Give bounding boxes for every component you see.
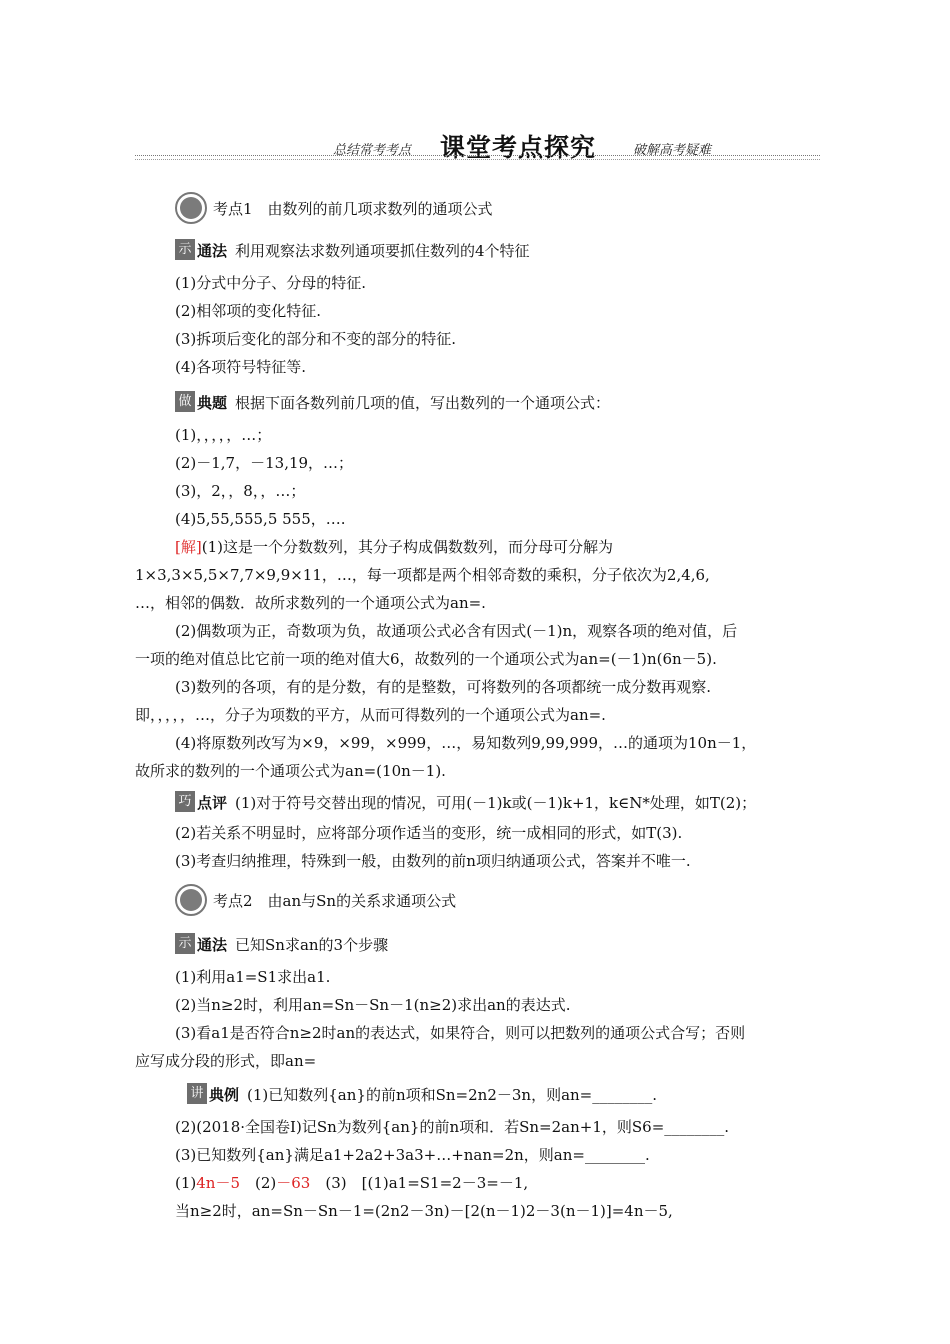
method-2-line: (3)看a1是否符合n≥2时an的表达式，如果符合，则可以把数列的通项公式合写；否则 (175, 1024, 746, 1042)
circle-bullet-icon (175, 884, 207, 916)
lecture-line: (2)(2018·全国卷Ⅰ)记Sn为数列{an}的前n项和．若Sn=2an+1，则S6=________. (175, 1118, 730, 1136)
section-header (135, 126, 820, 160)
review-line: (2)若关系不明显时，应将部分项作适当的变形，统一成相同的形式，如T(3). (175, 824, 683, 842)
header-title: 课堂考点探究 (440, 133, 597, 162)
example-1-item: (3)，2，，8，，…； (175, 482, 306, 500)
solution-line: (2)偶数项为正，奇数项为负，故通项公式必含有因式(－1)n，观察各项的绝对值，后 (175, 622, 738, 640)
example-1-item: (1)，，，，，…； (175, 426, 272, 444)
method-1-item: (2)相邻项的变化特征. (175, 302, 322, 320)
answer-num: (1) (175, 1174, 197, 1192)
header-divider (135, 155, 820, 156)
solution-line: (3)数列的各项，有的是分数，有的是整数，可将数列的各项都统一成分数再观察. (175, 678, 712, 696)
example-1-item: (4)5,55,555,5 555，…. (175, 510, 346, 528)
kaodian-2-title: 考点2 由an与Sn的关系求通项公式 (213, 892, 457, 910)
review-tag (175, 793, 227, 813)
solution-line (175, 537, 613, 557)
example-1-text: 根据下面各数列前几项的值，写出数列的一个通项公式： (235, 394, 611, 412)
review-line: (3)考查归纳推理，特殊到一般，由数列的前n项归纳通项公式，答案并不唯一. (175, 852, 691, 870)
header-right-caption: 破解高考疑难 (633, 143, 712, 158)
example-1-item: (2)－1,7，－13,19，…； (175, 454, 354, 472)
solution-line: 即，，，，，…，分子为项数的平方，从而可得数列的一个通项公式为an=. (135, 706, 606, 724)
circle-bullet-icon (175, 192, 207, 224)
review-line (175, 793, 756, 813)
method-2-text: 已知Sn求an的3个步骤 (235, 936, 389, 954)
lecture-text: (1)已知数列{an}的前n项和Sn=2n2－3n，则an=________. (247, 1086, 658, 1104)
lecture-tag (187, 1085, 239, 1105)
jiang-badge-icon: 讲 (187, 1083, 207, 1104)
method-tag (175, 935, 227, 955)
method-tag (175, 241, 227, 261)
method-1-item: (1)分式中分子、分母的特征. (175, 274, 367, 292)
solution-line: 一项的绝对值总比它前一项的绝对值大6，故数列的一个通项公式为an=(－1)n(6n－5). (135, 650, 717, 668)
solution-line: 1×3,3×5,5×7,7×9,9×11，…，每一项都是两个相邻奇数的乘积，分子依次为2,4,6, (135, 566, 710, 584)
example-tag-label: 典题 (197, 394, 228, 412)
shi-badge-icon: 示 (175, 239, 195, 260)
method-1 (175, 241, 530, 261)
qiao-badge-icon: 巧 (175, 791, 195, 812)
review-text: (1)对于符号交替出现的情况，可用(－1)k或(－1)k+1，k∈N*处理，如T(2)； (235, 794, 757, 812)
solution-line: …，相邻的偶数．故所求数列的一个通项公式为an=. (135, 594, 486, 612)
solution-label: [解] (175, 538, 202, 556)
method-1-item: (4)各项符号特征等. (175, 358, 307, 376)
method-2-line: 应写成分段的形式，即an= (135, 1052, 317, 1070)
solution-line: 故所求的数列的一个通项公式为an=(10n－1). (135, 762, 446, 780)
header-left-caption: 总结常考考点 (333, 143, 412, 158)
solution-text: (1)这是一个分数数列，其分子构成偶数数列，而分母可分解为 (201, 538, 613, 556)
lecture-tag-label: 典例 (209, 1086, 240, 1104)
kaodian-1-title: 考点1 由数列的前几项求数列的通项公式 (213, 200, 493, 218)
method-2-line: (2)当n≥2时，利用an=Sn－Sn－1(n≥2)求出an的表达式. (175, 996, 571, 1014)
method-2 (175, 935, 388, 955)
answer-num: (2) (255, 1174, 277, 1192)
method-tag-label: 通法 (197, 242, 228, 260)
header-divider-2 (135, 159, 820, 160)
answer-value: －63 (276, 1174, 311, 1192)
method-1-item: (3)拆项后变化的部分和不变的部分的特征. (175, 330, 457, 348)
shi-badge-icon: 示 (175, 933, 195, 954)
solution-line: (4)将原数列改写为×9，×99，×999，…，易知数列9,99,999，…的通项为10n－1， (175, 734, 757, 752)
answer-text: (3) [(1)a1=S1=2－3=－1, (325, 1174, 529, 1192)
lecture-line: (3)已知数列{an}满足a1+2a2+3a3+…+nan=2n，则an=________. (175, 1146, 650, 1164)
method-2-line: (1)利用a1=S1求出a1. (175, 968, 331, 986)
answer-line (175, 1173, 528, 1193)
answer-value: 4n－5 (196, 1174, 240, 1192)
lecture-example (187, 1085, 657, 1105)
method-1-text: 利用观察法求数列通项要抓住数列的4个特征 (235, 242, 530, 260)
method-tag-label: 通法 (197, 936, 228, 954)
answer-line: 当n≥2时，an=Sn－Sn－1=(2n2－3n)－[2(n－1)2－3(n－1)]=4n－5, (175, 1202, 673, 1220)
review-tag-label: 点评 (197, 794, 228, 812)
zuo-badge-icon: 做 (175, 391, 195, 412)
example-tag (175, 393, 227, 413)
example-1 (175, 393, 610, 413)
